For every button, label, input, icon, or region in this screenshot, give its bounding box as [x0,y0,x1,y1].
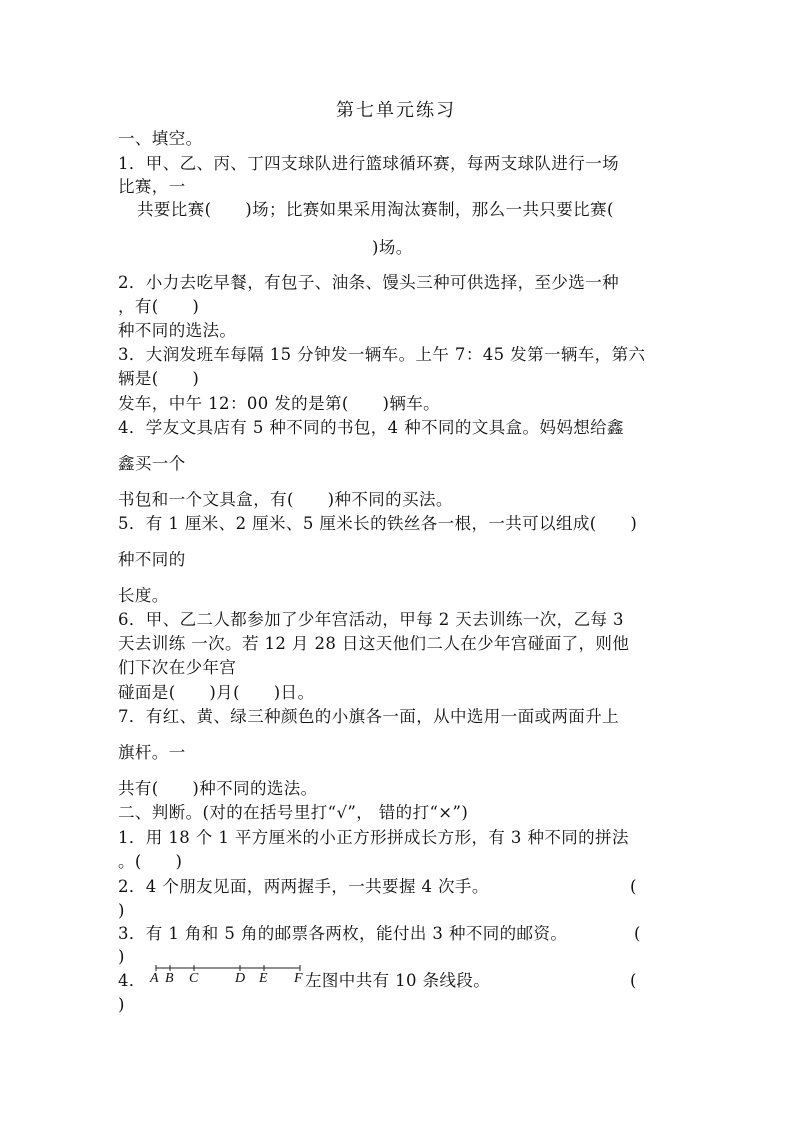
j4-paren-close: ) [118,995,125,1014]
page-title: 第七单元练习 [336,100,456,121]
j2-paren-open: ( [630,877,637,896]
point-label-a: A [150,971,159,986]
q6-line3: 们下次在少年宫 [118,658,237,677]
j2-paren-close: ) [118,901,125,920]
q4-line2: 鑫买一个 [118,454,186,473]
q2-line2: ，有( ) [118,297,200,316]
j4-text: 左图中共有 10 条线段。 [305,971,491,990]
section2-heading: 二、判断。(对的在括号里打“√”， 错的打“×”) [118,803,469,822]
segment-line-svg [150,962,310,976]
j1-line1: 1．用 18 个 1 平方厘米的小正方形拼成长方形，有 3 种不同的拼法 [118,828,629,847]
j3-paren-open: ( [634,924,641,943]
point-label-c: C [189,971,199,986]
q3-line2: 辆是( ) [118,369,200,388]
q5-line1: 5．有 1 厘米、2 厘米、5 厘米长的铁丝各一根，一共可以组成( ) [118,514,638,533]
j4-paren-open: ( [630,971,637,990]
q6-line4: 碰面是( )月( )日。 [118,683,315,702]
j1-line2: 。( ) [118,852,183,871]
q1-line1: 1．甲、乙、丙、丁四支球队进行篮球循环赛，每两支球队进行一场 [118,154,619,173]
q4-line3: 书包和一个文具盒，有( )种不同的买法。 [118,490,453,509]
q6-line2: 天去训练 一次。若 12 月 28 日这天他们二人在少年宫碰面了，则他 [118,634,630,653]
q6-line1: 6．甲、乙二人都参加了少年宫活动，甲每 2 天去训练一次，乙每 3 [118,610,624,629]
j3-paren-close: ) [118,947,125,966]
q1-line2: 比赛，一 [118,177,186,196]
q7-line2: 旗杆。一 [118,743,186,762]
q1-line4: )场。 [372,238,413,257]
q3-line3: 发车，中午 12：00 发的是第( )辆车。 [118,394,441,413]
q7-line1: 7．有红、黄、绿三种颜色的小旗各一面，从中选用一面或两面升上 [118,707,619,726]
q7-line3: 共有( )种不同的选法。 [118,779,318,798]
section1-heading: 一、填空。 [118,129,203,148]
j3-line1: 3．有 1 角和 5 角的邮票各两枚，能付出 3 种不同的邮资。 [118,924,568,943]
point-label-d: D [235,971,246,986]
q4-line1: 4．学友文具店有 5 种不同的书包，4 种不同的文具盒。妈妈想给鑫 [118,418,624,437]
q2-line1: 2．小力去吃早餐，有包子、油条、馒头三种可供选择，至少选一种 [118,273,619,292]
q3-line1: 3．大润发班车每隔 15 分钟发一辆车。上午 7：45 发第一辆车，第六 [118,345,646,364]
q1-line3: 共要比赛( )场；比赛如果采用淘汰赛制，那么一共只要比赛( [137,200,614,219]
line-segment-figure [150,962,310,992]
j2-line1: 2．4 个朋友见面，两两握手，一共要握 4 次手。 [118,877,489,896]
q5-line3: 长度。 [118,586,169,605]
point-label-b: B [165,971,174,986]
point-label-f: F [294,971,303,986]
point-label-e: E [259,971,268,986]
q2-line3: 种不同的选法。 [118,321,237,340]
q5-line2: 种不同的 [118,550,186,569]
j4-prefix: 4． [118,971,146,990]
